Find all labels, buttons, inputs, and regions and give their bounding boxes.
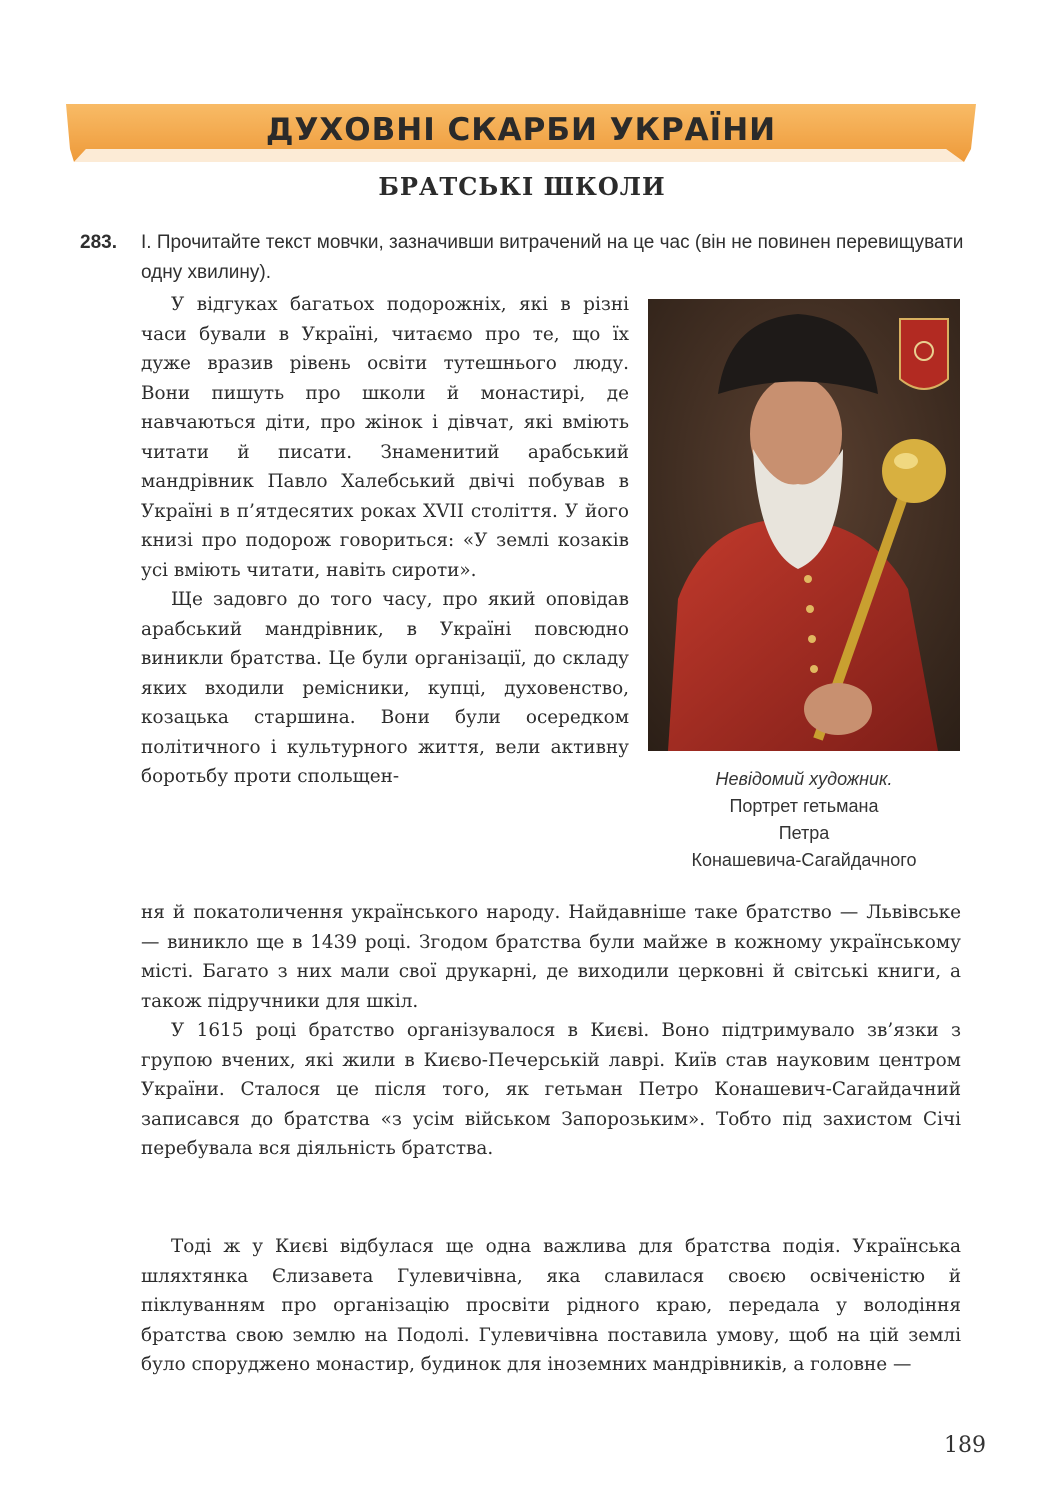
page-subtitle: БРАТСЬКІ ШКОЛИ <box>378 172 666 201</box>
article-column-bottom <box>141 1232 961 1380</box>
caption-author: Невідомий художник. <box>715 769 893 789</box>
caption-line-1: Портрет гетьмана <box>729 796 879 816</box>
article-paragraph-2-start: Ще задовго до того часу, про який оповідав арабський мандрівник, в Україні повсюдно виникли братства. Це були організації, до складу яких входили ремісники, купці, духовенство, козацька старшина. Вони були осередком політичного і культурного життя, вели активну боротьбу проти спольщен- <box>141 589 629 787</box>
article-paragraph-4: Тоді ж у Києві відбулася ще одна важлива для братства подія. Українська шляхтянка Єлизавета Гулевичівна, яка славилася своєю освіченістю й піклуванням про організацію просвіти рідного краю, передала у володіння братства свою землю на Подолі. Гулевичівна поставила умову, щоб на цій землі було споруджено монастир, будинок для іноземних мандрівників, а головне — <box>141 1236 961 1375</box>
article-paragraph-2-end: ня й покатоличення українського народу. Найдавніше таке братство — Львівське — виникло ще в 1439 році. Згодом братства були майже в кожному українському місті. Багато з них мали свої друкарні, де виходили церковні й світські книги, а також підручники для шкіл. <box>141 902 961 1012</box>
task-number: 283. <box>80 232 117 253</box>
caption-line-3: Конашевича-Сагайдачного <box>691 850 917 870</box>
portrait-caption <box>640 766 968 874</box>
article-paragraph-3: У 1615 році братство організувалося в Києві. Воно підтримувало зв’язки з групою вчених, які жили в Києво-Печерській лаврі. Київ став науковим центром України. Сталося це після того, як гетьман Петро Конашевич-Сагайдачний записався до братства «з усім військом Запорозьким». Тобто під захистом Січі перебувала вся діяльність братства. <box>141 1020 961 1159</box>
article-paragraph-1: У відгуках багатьох подорожніх, які в різні часи бували в Україні, читаємо про те, що їх дуже вразив рівень освіти тутешнього люду. Вони пишуть про школи й монастирі, де навчаються діти, про жінок і дівчат, які вміють читати й писати. Знаменитий арабський мандрівник Павло Халебський двічі побував в Україні в п’ятдесятих роках XVII століття. У його книзі про подорож говориться: «У землі козаків усі вміють читати, навіть сироти». <box>141 294 629 581</box>
article-column-narrow <box>141 290 629 792</box>
task-block <box>80 228 965 288</box>
section-banner <box>66 104 976 164</box>
hetman-portrait-image <box>648 299 960 751</box>
page-number: 189 <box>944 1433 986 1458</box>
article-column-wide <box>141 898 961 1164</box>
section-title: ДУХОВНІ СКАРБИ УКРАЇНИ <box>265 112 777 148</box>
caption-line-2: Петра <box>778 823 830 843</box>
task-instruction: І. Прочитайте текст мовчки, зазначивши витрачений на це час (він не повинен перевищувати одну хвилину). <box>141 232 964 283</box>
portrait-illustration <box>648 299 960 751</box>
